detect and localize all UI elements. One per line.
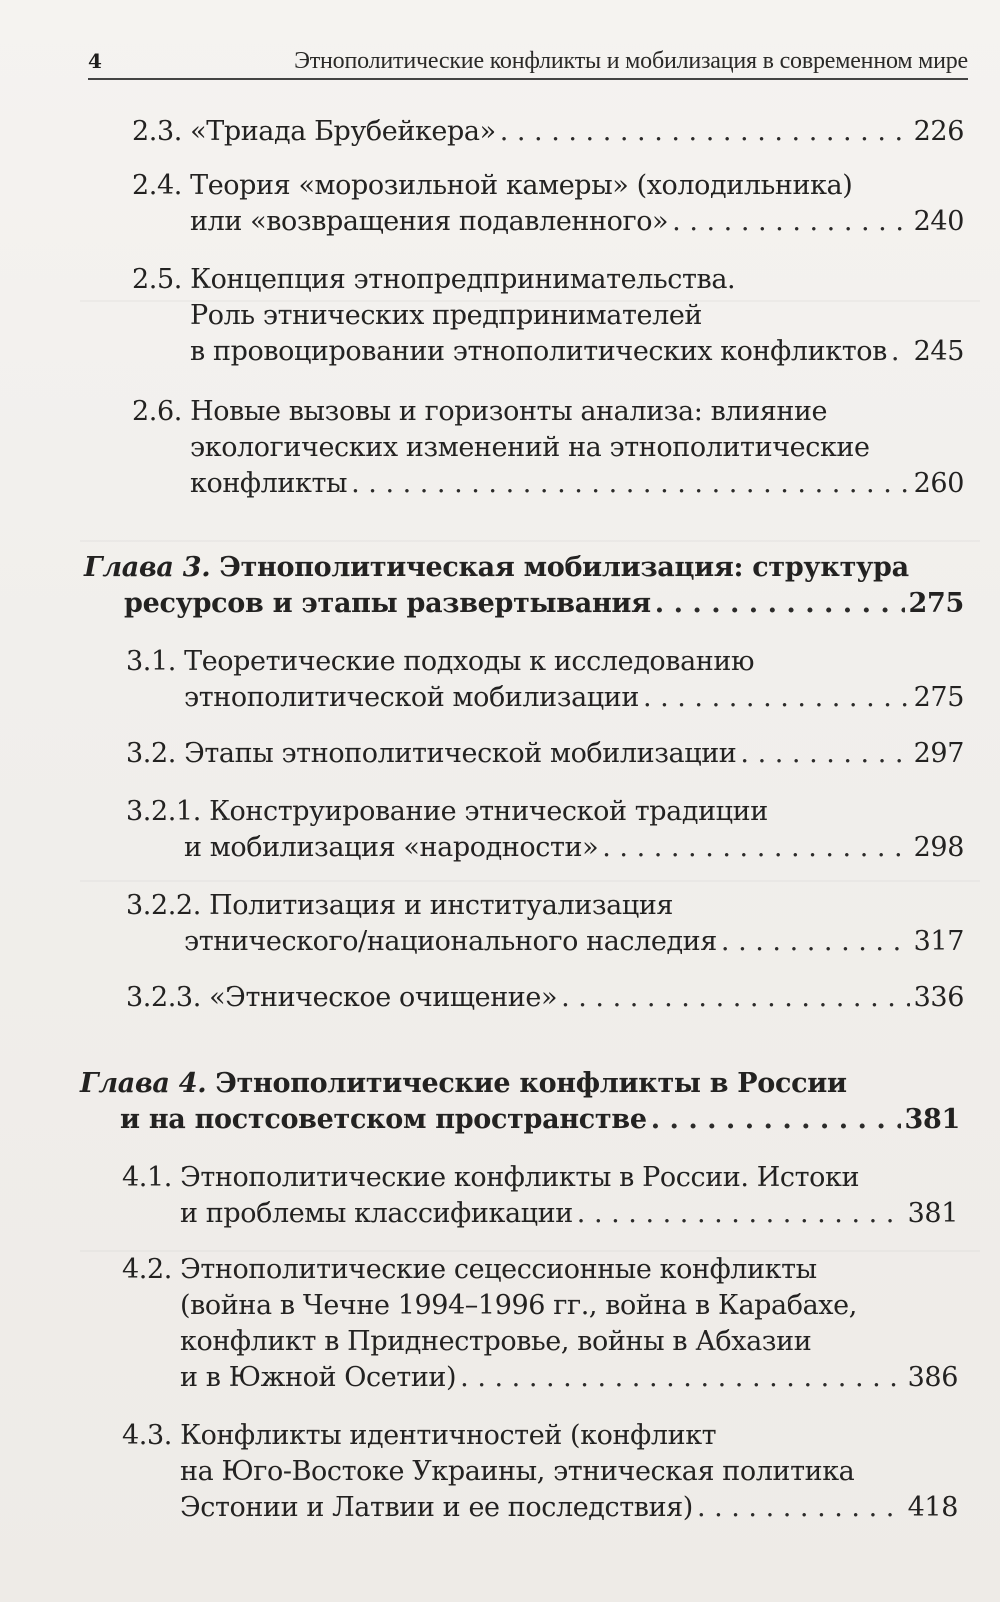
toc-entry-text: Эстонии и Латвии и ее последствия) — [180, 1492, 693, 1523]
toc-entry-2-3 — [132, 114, 964, 150]
toc-entry-text: конфликты — [190, 468, 348, 499]
toc-entry-text: 3.2.2. Политизация и институализация — [126, 890, 674, 921]
toc-entry-3-1 — [126, 644, 964, 716]
toc-page-number: 297 — [913, 738, 964, 769]
toc-entry-last-line — [122, 1360, 958, 1396]
toc-page-number: 298 — [913, 832, 964, 863]
toc-entry-4-3 — [122, 1418, 958, 1526]
chapter-label: Глава 3. — [84, 552, 211, 583]
leader-dots — [672, 204, 909, 240]
toc-entry-last-line — [126, 980, 964, 1016]
toc-entry-text: 3.2.3. «Этническое очищение» — [126, 982, 558, 1013]
leader-dots — [891, 334, 910, 370]
toc-page-number: 386 — [907, 1362, 958, 1393]
toc-entry-3-2-2 — [126, 888, 964, 960]
toc-entry-text: и мобилизация «народности» — [184, 832, 599, 863]
toc-entry-last-line — [122, 1196, 958, 1232]
toc-entry-text: 4.1. Этнополитические конфликты в России. Истоки — [122, 1162, 860, 1193]
chapter-title: Этнополитическая мобилизация: структура — [219, 552, 909, 583]
toc-entry-text: или «возвращения подавленного» — [190, 206, 669, 237]
toc-entry-last-line — [126, 680, 964, 716]
toc-entry-text: Роль этнических предпринимателей — [190, 300, 703, 331]
toc-page-number: 240 — [913, 206, 964, 237]
toc-entry-text: 2.5. Концепция этнопредпринимательства. — [132, 264, 736, 295]
toc-entry-text: (война в Чечне 1994–1996 гг., война в Карабахе, — [180, 1290, 857, 1321]
chapter-heading-line — [80, 1066, 960, 1102]
toc-entry-text: 2.4. Теория «морозильной камеры» (холодильника) — [132, 170, 853, 201]
toc-entry-2-5 — [132, 262, 964, 370]
toc-entry-text: 2.3. «Триада Брубейкера» — [132, 116, 496, 147]
leader-dots — [602, 830, 909, 866]
toc-entry-last-line — [132, 114, 964, 150]
chapter-label: Глава 4. — [80, 1068, 207, 1099]
chapter-title: ресурсов и этапы развертывания — [124, 588, 651, 619]
toc-entry-text: 3.2. Этапы этнополитической мобилизации — [126, 738, 737, 769]
toc-entry-last-line — [126, 736, 964, 772]
toc-page-number: 381 — [907, 1198, 958, 1229]
toc-page-number: 381 — [904, 1104, 960, 1135]
leader-dots — [577, 1196, 904, 1232]
toc-entry-text: 4.3. Конфликты идентичностей (конфликт — [122, 1420, 717, 1451]
toc-page-number: 260 — [913, 468, 964, 499]
chapter-title: и на постсоветском пространстве — [120, 1104, 647, 1135]
chapter-heading-line — [84, 550, 964, 586]
leader-dots — [561, 980, 910, 1016]
leader-dots — [697, 1490, 904, 1526]
toc-chapter-3 — [84, 550, 964, 622]
leader-dots — [740, 736, 909, 772]
page-number: 4 — [88, 49, 102, 73]
toc-entry-text: и в Южной Осетии) — [180, 1362, 457, 1393]
toc-page-number: 226 — [913, 116, 964, 147]
toc-entry-last-line — [80, 1102, 960, 1138]
toc-entry-2-6 — [132, 394, 964, 502]
leader-dots — [643, 680, 910, 716]
toc-entry-last-line — [122, 1490, 958, 1526]
toc-entry-text: экологических изменений на этнополитические — [190, 432, 870, 463]
toc-page-number: 336 — [913, 982, 964, 1013]
show-through — [80, 880, 980, 882]
show-through — [80, 540, 980, 542]
toc-entry-last-line — [126, 924, 964, 960]
leader-dots — [460, 1360, 904, 1396]
toc-chapter-4 — [80, 1066, 960, 1138]
leader-dots — [651, 1102, 901, 1138]
toc-entry-last-line — [84, 586, 964, 622]
leader-dots — [721, 924, 910, 960]
toc-entry-3-2-1 — [126, 794, 964, 866]
toc-page-number: 275 — [913, 682, 964, 713]
toc-entry-3-2 — [126, 736, 964, 772]
running-title: Этнополитические конфликты и мобилизация в современном мире — [294, 47, 968, 74]
toc-entry-last-line — [132, 466, 964, 502]
leader-dots — [655, 586, 905, 622]
toc-page-number: 275 — [908, 588, 964, 619]
toc-entry-text: и проблемы классификации — [180, 1198, 573, 1229]
toc-entry-text: 3.1. Теоретические подходы к исследованию — [126, 646, 755, 677]
running-header — [88, 44, 968, 80]
toc-entry-4-2 — [122, 1252, 958, 1396]
toc-entry-3-2-3 — [126, 980, 964, 1016]
toc-entry-text: этнополитической мобилизации — [184, 682, 639, 713]
leader-dots — [500, 114, 910, 150]
toc-entry-text: в провоцировании этнополитических конфликтов — [190, 336, 887, 367]
toc-entry-text: этнического/национального наследия — [184, 926, 717, 957]
toc-entry-text: 3.2.1. Конструирование этнической традиции — [126, 796, 768, 827]
chapter-title: Этнополитические конфликты в России — [215, 1068, 847, 1099]
toc-entry-text: 2.6. Новые вызовы и горизонты анализа: влияние — [132, 396, 828, 427]
toc-page-number: 418 — [907, 1492, 958, 1523]
leader-dots — [351, 466, 910, 502]
toc-entry-last-line — [132, 334, 964, 370]
toc-page-number: 245 — [913, 336, 964, 367]
toc-entry-last-line — [126, 830, 964, 866]
toc-page-number: 317 — [913, 926, 964, 957]
toc-entry-4-1 — [122, 1160, 958, 1232]
toc-entry-text: конфликт в Приднестровье, войны в Абхазии — [180, 1326, 812, 1357]
toc-entry-last-line — [132, 204, 964, 240]
toc-entry-text: на Юго-Востоке Украины, этническая политика — [180, 1456, 855, 1487]
toc-entry-2-4 — [132, 168, 964, 240]
toc-entry-text: 4.2. Этнополитические сецессионные конфликты — [122, 1254, 817, 1285]
